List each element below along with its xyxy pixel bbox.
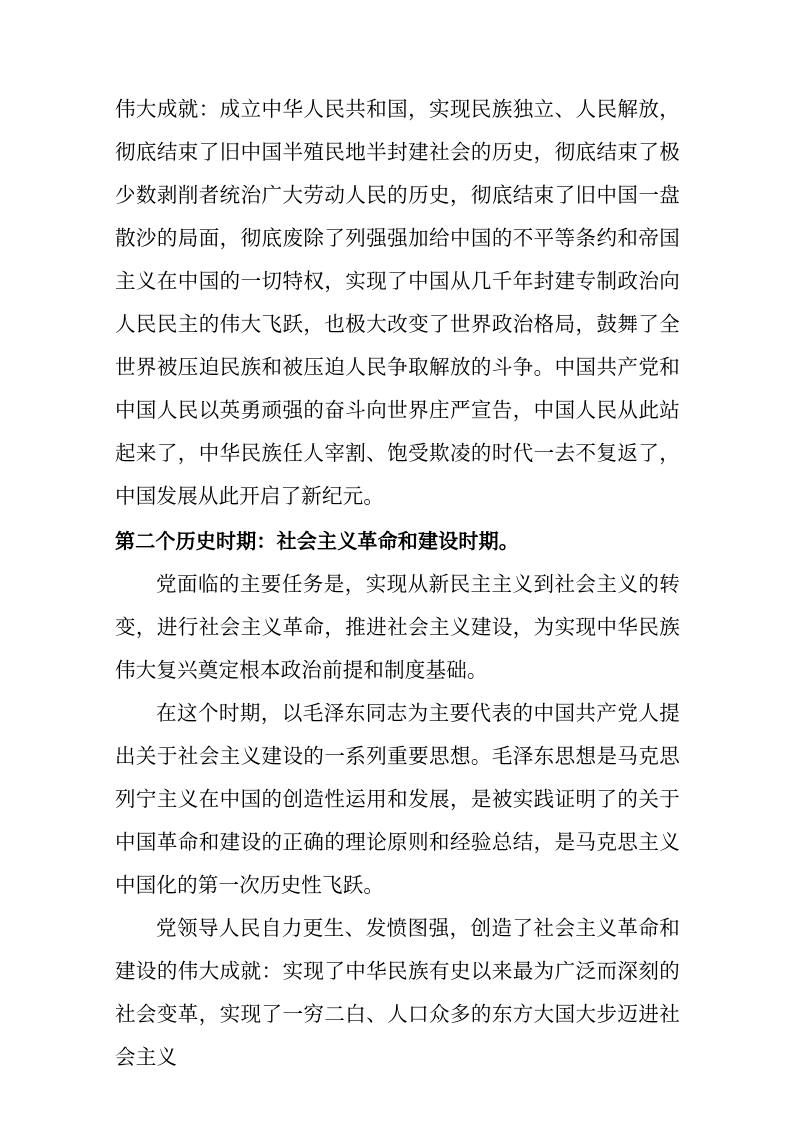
- paragraph-great-achievements-socialist: 党领导人民自力更生、发愤图强，创造了社会主义革命和建设的伟大成就：实现了中华民族有史以来最为广泛而深刻的社会变革，实现了一穷二白、人口众多的东方大国大步迈进社会主义: [115, 916, 680, 1069]
- page-content: [115, 88, 680, 1079]
- paragraph-mao-zedong-thought: 在这个时期，以毛泽东同志为主要代表的中国共产党人提出关于社会主义建设的一系列重要思想。毛泽东思想是马克思列宁主义在中国的创造性运用和发展，是被实践证明了的关于中国革命和建设的正确的理论原则和经验总结，是马克思主义中国化的第一次历史性飞跃。: [115, 701, 680, 897]
- paragraph-first-period-achievements: 伟大成就：成立中华人民共和国，实现民族独立、人民解放，彻底结束了旧中国半殖民地半封建社会的历史，彻底结束了极少数剥削者统治广大劳动人民的历史，彻底结束了旧中国一盘散沙的局面，彻底废除了列强强加给中国的不平等条约和帝国主义在中国的一切特权，实现了中国从几千年封建专制政治向人民民主的伟大飞跃，也极大改变了世界政治格局，鼓舞了全世界被压迫民族和被压迫人民争取解放的斗争。中国共产党和中国人民以英勇顽强的奋斗向世界庄严宣告，中国人民从此站起来了，中华民族任人宰割、饱受欺凌的时代一去不复返了，中国发展从此开启了新纪元。: [115, 97, 680, 508]
- heading-second-historical-period: 第二个历史时期：社会主义革命和建设时期。: [115, 529, 519, 553]
- paragraph-main-tasks: 党面临的主要任务是，实现从新民主主义到社会主义的转变，进行社会主义革命，推进社会主义建设，为实现中华民族伟大复兴奠定根本政治前提和制度基础。: [115, 572, 680, 682]
